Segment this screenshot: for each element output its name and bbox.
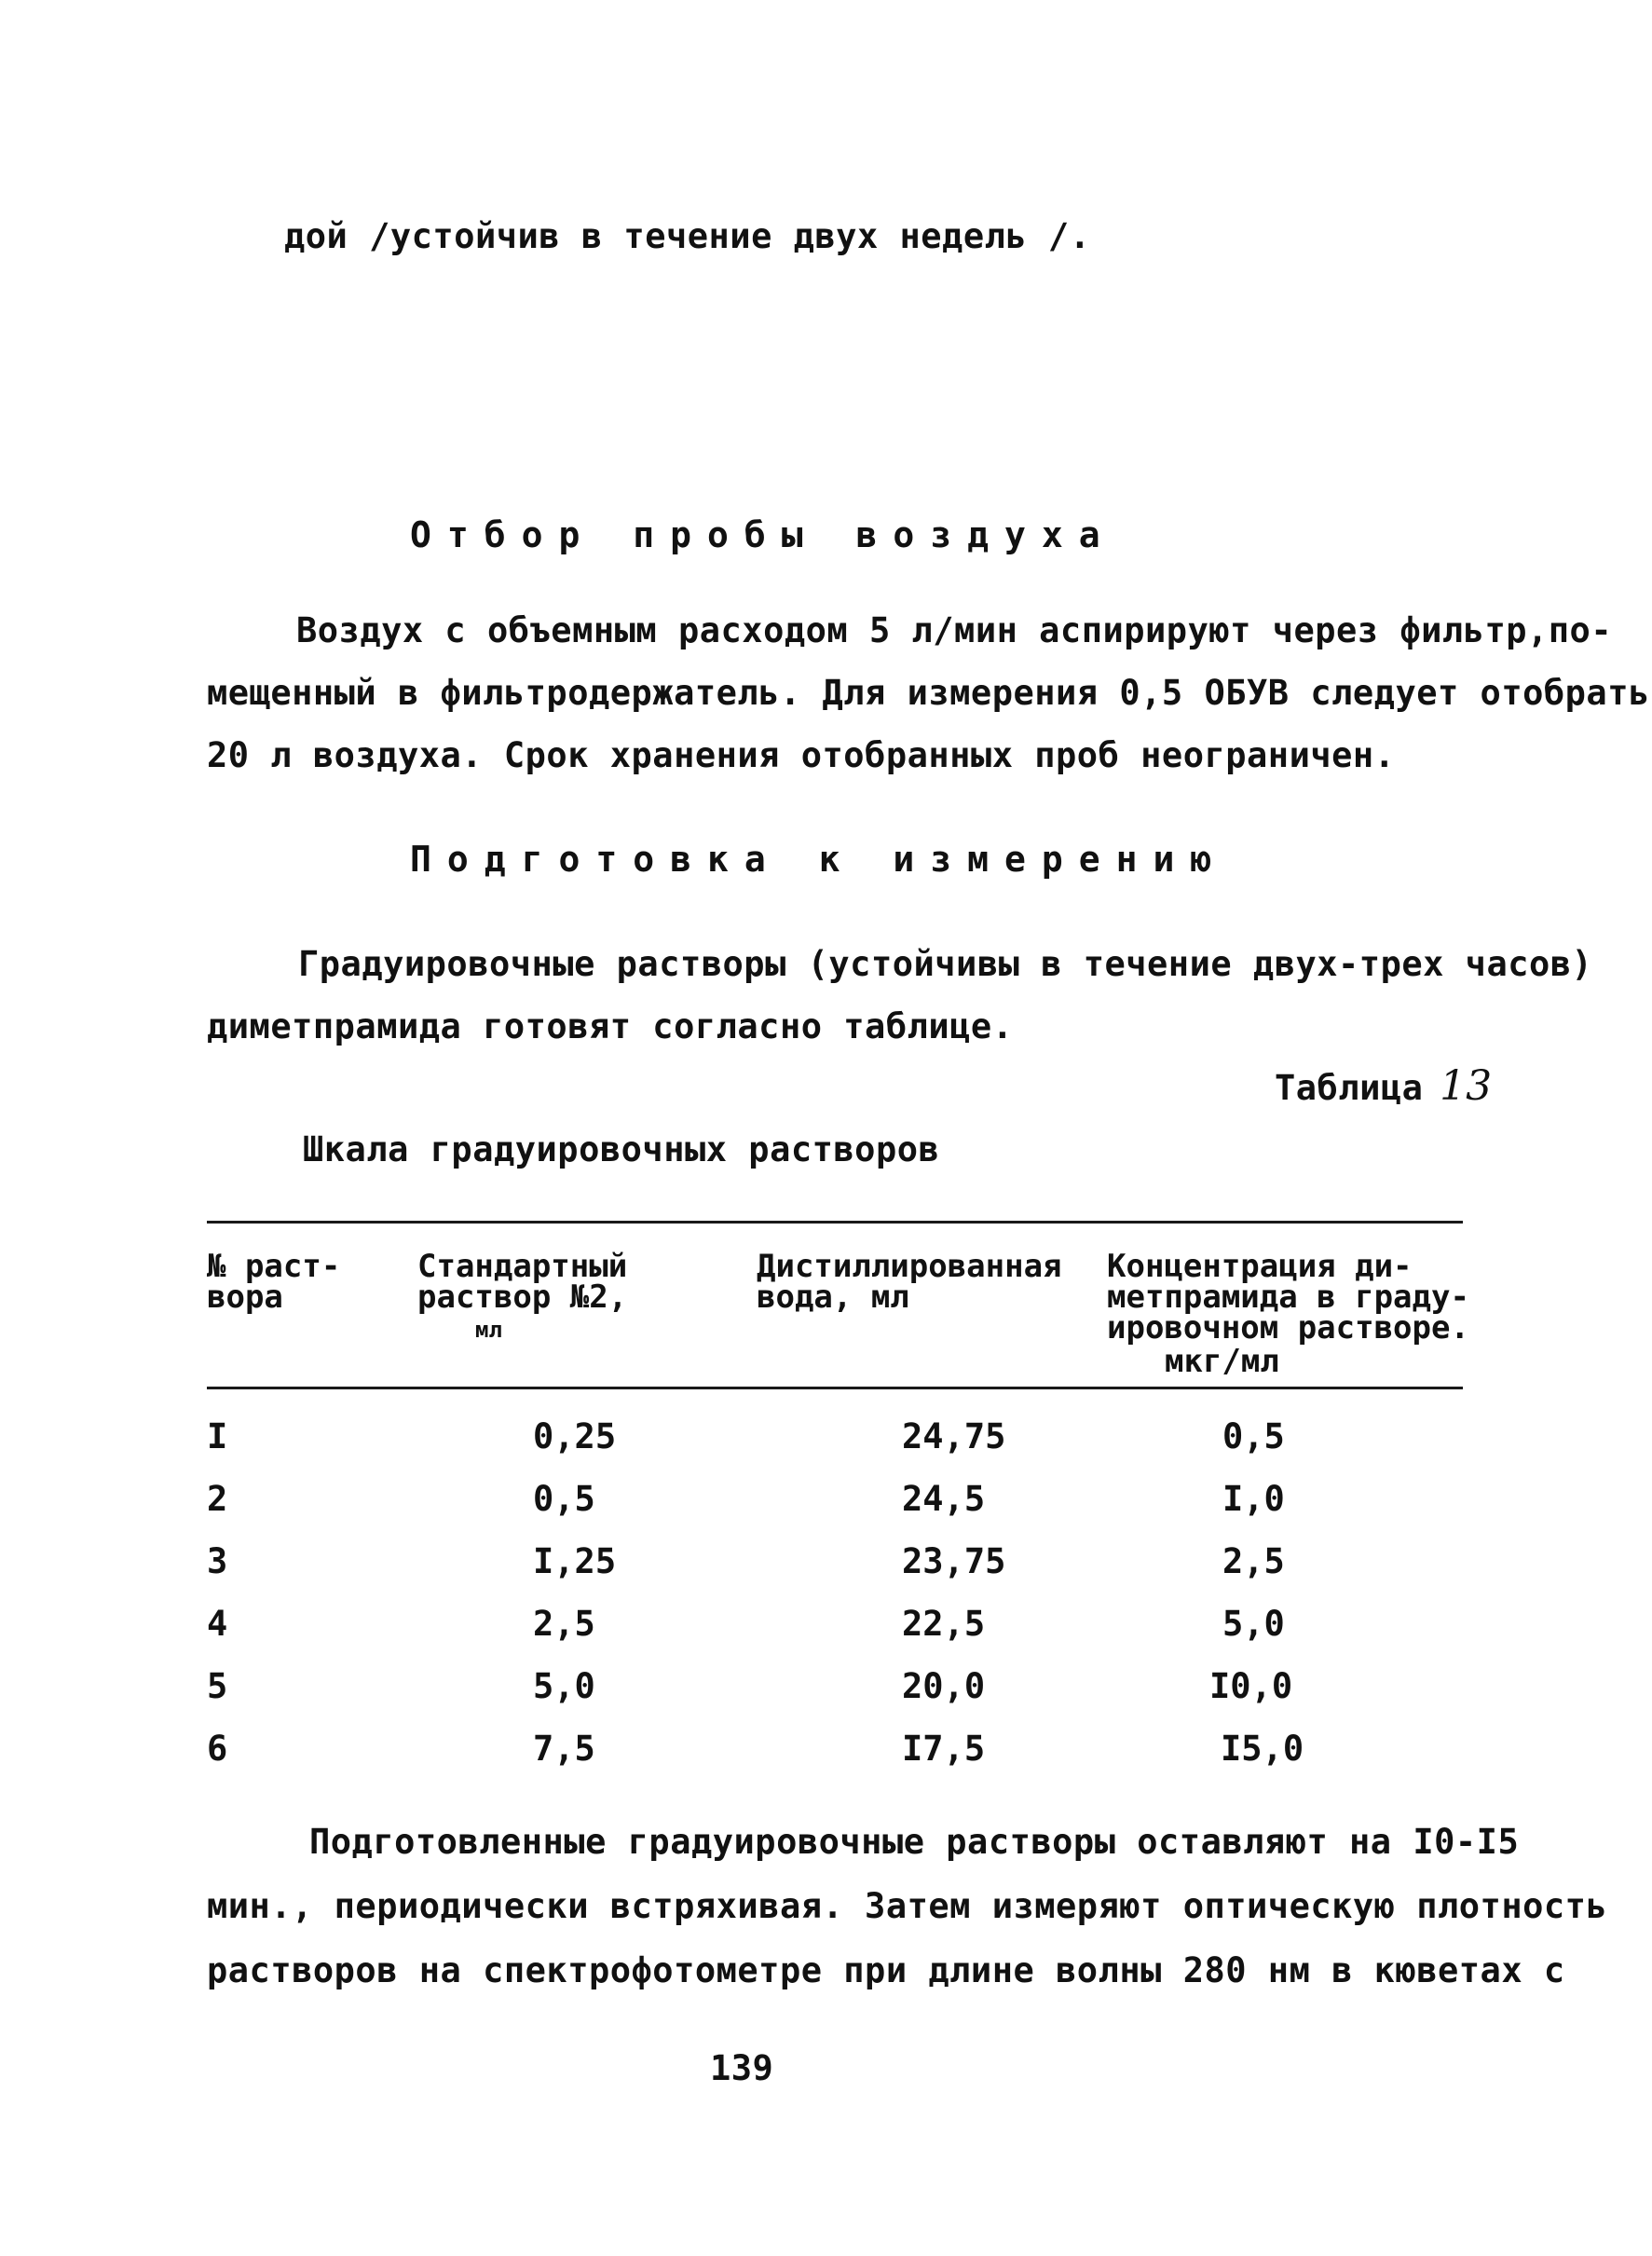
paragraph-line: мещенный в фильтродержатель. Для измерения 0,5 ОБУВ следует отобрать xyxy=(207,673,1650,713)
header-distilled-water: Дистиллированная вода, мл xyxy=(757,1248,1062,1316)
cell-water: 23,75 xyxy=(902,1541,1006,1581)
header-standard-solution-unit: мл xyxy=(475,1317,502,1343)
cell-standard: 0,25 xyxy=(533,1416,617,1456)
cell-concentration: 2,5 xyxy=(1222,1541,1285,1581)
cell-water: 20,0 xyxy=(902,1666,986,1706)
cell-standard: 5,0 xyxy=(533,1666,595,1706)
paragraph-line: диметпрамида готовят согласно таблице. xyxy=(207,1006,1014,1046)
cell-number: 5 xyxy=(207,1666,228,1706)
cell-number: 4 xyxy=(207,1604,228,1644)
paragraph-line: 20 л воздуха. Срок хранения отобранных проб неограничен. xyxy=(207,735,1396,775)
header-concentration-unit: мкг/мл xyxy=(1165,1343,1279,1380)
cell-number: 3 xyxy=(207,1541,228,1581)
paragraph-line: Подготовленные градуировочные растворы оставляют на I0-I5 xyxy=(309,1822,1520,1862)
cell-standard: 0,5 xyxy=(533,1479,595,1519)
table-label xyxy=(1275,1062,1492,1110)
table-top-rule xyxy=(207,1221,1463,1224)
cell-concentration: 5,0 xyxy=(1222,1604,1285,1644)
cell-standard: 2,5 xyxy=(533,1604,595,1644)
cell-number: I xyxy=(207,1416,228,1456)
cell-concentration: I5,0 xyxy=(1221,1729,1304,1769)
paragraph-line: Градуировочные растворы (устойчивы в течение двух-трех часов) xyxy=(298,944,1593,984)
cell-water: 24,75 xyxy=(902,1416,1006,1456)
cell-number: 6 xyxy=(207,1729,228,1769)
continuation-line: дой /устойчив в течение двух недель /. xyxy=(284,216,1091,256)
section-heading-sampling: Отбор пробы воздуха xyxy=(410,514,1116,555)
cell-water: 22,5 xyxy=(902,1604,986,1644)
section-heading-preparation: Подготовка к измерению xyxy=(410,839,1228,880)
page-number: 139 xyxy=(710,2048,774,2088)
header-concentration: Концентрация ди- метпрамида в граду- ировочном растворе. xyxy=(1107,1248,1469,1347)
header-standard-solution: Стандартный раствор №2, xyxy=(417,1248,628,1316)
paragraph-line: мин., периодически встряхивая. Затем измеряют оптическую плотность xyxy=(207,1886,1608,1926)
table-label-text: Таблица xyxy=(1275,1068,1424,1108)
table-title: Шкала градуировочных растворов xyxy=(303,1129,940,1169)
cell-number: 2 xyxy=(207,1479,228,1519)
cell-concentration: I,0 xyxy=(1222,1479,1285,1519)
header-solution-number: № раст- вора xyxy=(207,1248,341,1316)
paragraph-line: растворов на спектрофотометре при длине волны 280 нм в кюветах с xyxy=(207,1950,1565,1990)
cell-concentration: 0,5 xyxy=(1222,1416,1285,1456)
table-header-rule xyxy=(207,1387,1463,1389)
cell-standard: 7,5 xyxy=(533,1729,595,1769)
cell-concentration: I0,0 xyxy=(1209,1666,1293,1706)
cell-standard: I,25 xyxy=(533,1541,617,1581)
table-number: 13 xyxy=(1440,1062,1493,1110)
cell-water: I7,5 xyxy=(902,1729,986,1769)
cell-water: 24,5 xyxy=(902,1479,986,1519)
paragraph-line: Воздух с объемным расходом 5 л/мин аспирируют через фильтр,по- xyxy=(296,610,1613,650)
